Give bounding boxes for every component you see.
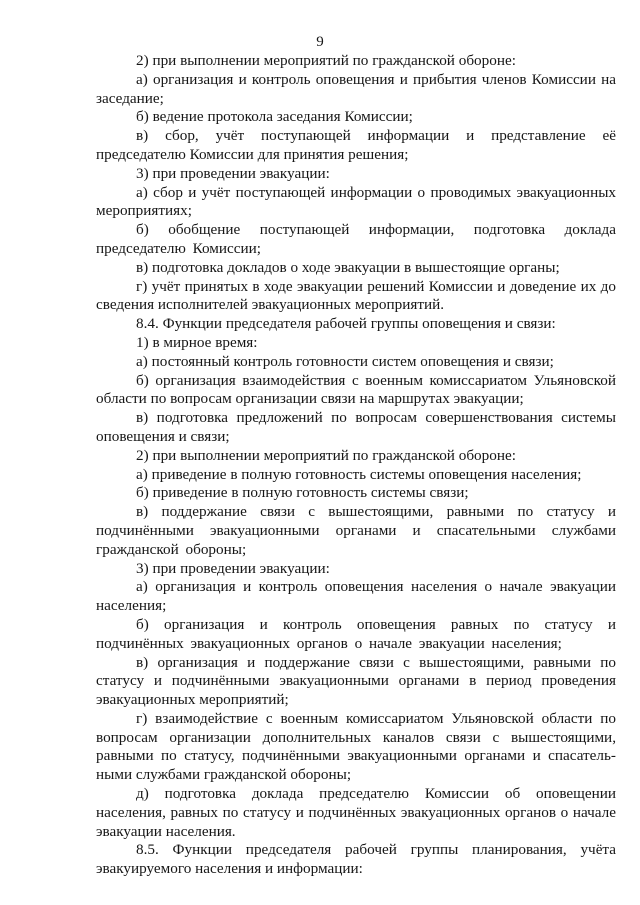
paragraph: д) подготовка доклада председателю Комиссии об оповещении населения, равных по статусу и подчинённых эвакуационных органов о начале эвакуации населения. <box>96 785 616 840</box>
paragraph: 2) при выполнении мероприятий по гражданской обороне: <box>136 52 516 69</box>
paragraph: в) организация и поддержание связи с вышестоящими, равными по статусу и подчинёнными эвакуационными органами в период проведения эвакуационных мероприятий; <box>96 653 616 709</box>
paragraph: 3) при проведении эвакуации: <box>136 164 330 182</box>
paragraph: б) обобщение поступающей информации, подготовка доклада председателю Комиссии; <box>96 221 616 257</box>
paragraph: а) приведение в полную готовность системы оповещения населения; <box>136 465 582 483</box>
paragraph: в) подготовка докладов о ходе эвакуации в вышестоящие органы; <box>136 258 560 276</box>
paragraph: 3) при проведении эвакуации: <box>136 559 330 577</box>
paragraph: в) подготовка предложений по вопросам совершенствования системы оповещения и связи; <box>96 409 616 445</box>
paragraph: а) организация и контроль оповещения населения о начале эвакуации населения; <box>96 578 616 615</box>
paragraph: а) организация и контроль оповещения и прибытия членов Комиссии на заседание; <box>96 70 616 107</box>
paragraph: г) взаимодействие с военным комиссариатом Ульяновской области по вопросам организации дополнительных каналов связи с вышестоящими, равными по статусу, подчинёнными эвакуационными органами и спасатель-ными службами гражданской обороны; <box>96 709 616 784</box>
paragraph: 8.4. Функции председателя рабочей группы оповещения и связи: <box>136 315 556 333</box>
page-number: 9 <box>316 34 324 50</box>
paragraph: 2) при выполнении мероприятий по гражданской обороне: <box>136 446 516 464</box>
paragraph: а) постоянный контроль готовности систем оповещения и связи; <box>136 352 554 370</box>
paragraph: 1) в мирное время: <box>136 333 258 351</box>
paragraph: г) учёт принятых в ходе эвакуации решений Комиссии и доведение их до сведения исполнителей эвакуационных мероприятий. <box>96 277 616 314</box>
paragraph: б) организация взаимодействия с военным комиссариатом Ульяновской области по вопросам организации связи на маршрутах эвакуации; <box>96 371 616 408</box>
paragraph: 8.5. Функции председателя рабочей группы планирования, учёта эвакуируемого населения и информации: <box>96 841 616 878</box>
paragraph: б) ведение протокола заседания Комиссии; <box>136 108 413 126</box>
paragraph: в) поддержание связи с вышестоящими, равными по статусу и подчинёнными эвакуационными органами и спасательными службами гражданской обороны; <box>96 503 616 558</box>
document-body <box>96 52 616 879</box>
paragraph: в) сбор, учёт поступающей информации и представление её председателю Комиссии для принятия решения; <box>96 127 616 163</box>
paragraph: б) приведение в полную готовность системы связи; <box>136 484 469 502</box>
paragraph: а) сбор и учёт поступающей информации о проводимых эвакуационных мероприятиях; <box>96 183 616 220</box>
paragraph: б) организация и контроль оповещения равных по статусу и подчинённых эвакуационных органов о начале эвакуации населения; <box>96 615 616 652</box>
